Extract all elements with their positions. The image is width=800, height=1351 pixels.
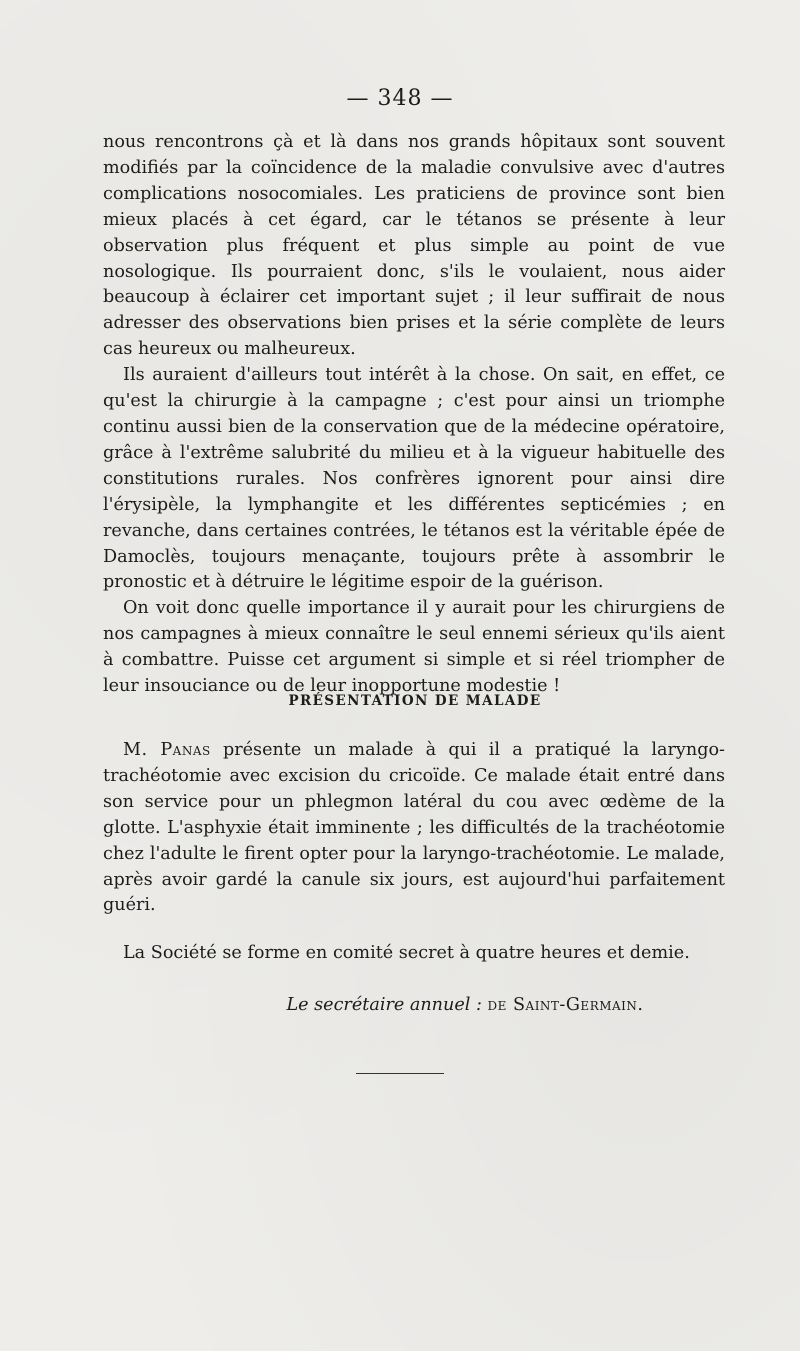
paragraph-tetanos-observations: nous rencontrons çà et là dans nos grands hôpitaux sont souvent modifiés par la coïncidence de la maladie convulsive avec d'autres complications nosocomiales. Les praticiens de province sont bien mieux placés à cet égard, car le tétanos se présente à leur observation plus fréquent et plus simple au point de vue nosologique. Ils pourraient donc, s'ils le voulaient, nous aider beaucoup à éclairer cet important sujet ; il leur suffirait de nous adresser des observations bien prises et la série complète de leurs cas heureux ou malheureux.	[103, 132, 725, 360]
signature	[0, 995, 800, 1015]
presentation-block	[103, 738, 725, 919]
speaker-name: M. Panas	[123, 740, 211, 760]
end-rule	[356, 1073, 444, 1074]
paragraph-conclusion: On voit donc quelle importance il y aurait pour les chirurgiens de nos campagnes à mieux connaître le seul ennemi sérieux qu'ils aient à combattre. Puisse cet argument si simple et si réel triompher de leur insouciance ou de leur inopportune modestie !	[103, 598, 725, 697]
signature-role: Le secrétaire annuel :	[286, 995, 482, 1015]
main-text-block	[103, 130, 725, 700]
presentation-text: présente un malade à qui il a pratiqué la laryngo-trachéotomie avec excision du cricoïde. Ce malade était entré dans son service pour un phlegmon latéral du cou avec œdème de la glotte. L'asphyxie était imminente ; les difficultés de la trachéotomie chez l'adulte le firent opter pour la laryngo-trachéotomie. Le malade, après avoir gardé la canule six jours, est aujourd'hui parfaitement guéri.	[103, 740, 726, 916]
presentation-paragraph	[103, 738, 725, 919]
section-heading: PRÉSENTATION DE MALADE	[288, 693, 542, 709]
closing-sentence: La Société se forme en comité secret à quatre heures et demie.	[123, 943, 690, 963]
signature-name: de Saint-Germain.	[487, 995, 644, 1015]
page-number: — 348 —	[346, 86, 454, 111]
paragraph-rural-surgery: Ils auraient d'ailleurs tout intérêt à la chose. On sait, en effet, ce qu'est la chirurgie à la campagne ; c'est pour ainsi un triomphe continu aussi bien de la conservation que de la médecine opératoire, grâce à l'extrême salubrité du milieu et à la vigueur habituelle des constitutions rurales. Nos confrères ignorent pour ainsi dire l'érysipèle, la lymphangite et les différentes septicémies ; en revanche, dans certaines contrées, le tétanos est la véritable épée de Damoclès, toujours menaçante, toujours prête à assombrir le pronostic et à détruire le légitime espoir de la guérison.	[103, 365, 725, 593]
